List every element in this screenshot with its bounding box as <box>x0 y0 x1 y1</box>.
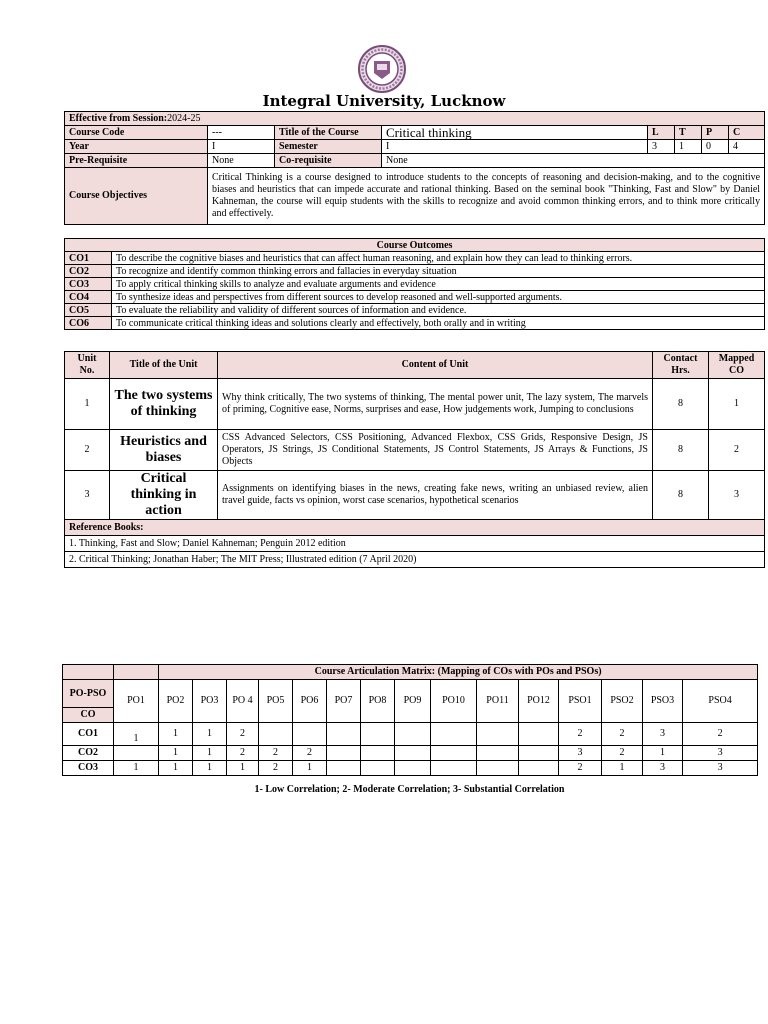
course-outcome-code: CO4 <box>65 291 112 304</box>
reference-books-label: Reference Books: <box>65 520 765 536</box>
articulation-matrix-table <box>62 664 758 776</box>
ltpc-header-p: P <box>702 126 729 140</box>
matrix-cell <box>361 723 395 746</box>
matrix-cell: 2 <box>602 723 643 746</box>
matrix-cell: 2 <box>227 746 259 761</box>
matrix-column-header: PSO3 <box>643 680 683 723</box>
reference-book-item: 2. Critical Thinking; Jonathan Haber; The MIT Press; Illustrated edition (7 April 2020) <box>65 552 765 568</box>
course-outcome-row <box>65 291 765 304</box>
matrix-column-header: PSO2 <box>602 680 643 723</box>
matrix-cell: 1 <box>114 723 159 746</box>
matrix-corner-co: CO <box>63 708 114 723</box>
unit-title: The two systems of thinking <box>110 379 218 430</box>
year-value: I <box>208 140 275 154</box>
matrix-cell: 2 <box>227 723 259 746</box>
unit-row <box>65 379 765 430</box>
course-code-label: Course Code <box>65 126 208 140</box>
course-outcome-text: To describe the cognitive biases and heuristics that can affect human reasoning, and explain how they can lead to thinking errors. <box>112 252 765 265</box>
unit-title-header: Title of the Unit <box>110 352 218 379</box>
course-outcome-text: To communicate critical thinking ideas and solutions clearly and effectively, both orally and in writing <box>112 317 765 330</box>
unit-no: 2 <box>65 430 110 471</box>
prerequisite-label: Pre-Requisite <box>65 154 208 168</box>
matrix-column-header: PSO1 <box>559 680 602 723</box>
reference-book-item: 1. Thinking, Fast and Slow; Daniel Kahneman; Penguin 2012 edition <box>65 536 765 552</box>
course-outcome-row <box>65 317 765 330</box>
unit-hrs: 8 <box>653 379 709 430</box>
matrix-column-header: PO11 <box>477 680 519 723</box>
course-objectives-text: Critical Thinking is a course designed to introduce students to the concepts of reasoning and decision-making, and to the cognitive biases and heuristics that can impede accurate and rational thinking. Based on the seminal book "Thinking, Fast and Slow" by Daniel Kahneman, the course will equip students with the skills to recognize and avoid common thinking errors, and to think more critically and effectively. <box>208 168 765 225</box>
unit-title: Critical thinking in action <box>110 471 218 520</box>
ltpc-header-l: L <box>648 126 675 140</box>
matrix-blank-cell <box>114 665 159 680</box>
matrix-cell: 2 <box>602 746 643 761</box>
ltpc-header-t: T <box>675 126 702 140</box>
matrix-title: Course Articulation Matrix: (Mapping of COs with POs and PSOs) <box>159 665 758 680</box>
course-outcome-code: CO2 <box>65 265 112 278</box>
matrix-cell <box>519 723 559 746</box>
ltpc-value-p: 0 <box>702 140 729 154</box>
matrix-cell: 1 <box>114 761 159 776</box>
matrix-column-header: PO9 <box>395 680 431 723</box>
contact-hrs-header: Contact Hrs. <box>653 352 709 379</box>
matrix-cell: 1 <box>193 723 227 746</box>
matrix-cell: 2 <box>259 746 293 761</box>
matrix-cell: 3 <box>643 761 683 776</box>
course-outcomes-table <box>64 238 765 330</box>
course-outcomes-title: Course Outcomes <box>65 239 765 252</box>
course-outcome-text: To evaluate the reliability and validity of different sources of information and evidence. <box>112 304 765 317</box>
matrix-row <box>63 761 758 776</box>
matrix-cell <box>361 746 395 761</box>
matrix-cell <box>477 761 519 776</box>
unit-co: 1 <box>709 379 765 430</box>
matrix-corner-po-pso: PO-PSO <box>63 680 114 708</box>
matrix-cell: 2 <box>559 761 602 776</box>
matrix-row-co: CO2 <box>63 746 114 761</box>
course-outcome-row <box>65 278 765 291</box>
matrix-corner-blank <box>63 665 114 680</box>
ltpc-value-l: 3 <box>648 140 675 154</box>
course-outcome-text: To recognize and identify common thinking errors and fallacies in everyday situation <box>112 265 765 278</box>
course-outcome-row <box>65 304 765 317</box>
matrix-cell <box>431 746 477 761</box>
course-outcome-code: CO6 <box>65 317 112 330</box>
matrix-cell: 1 <box>193 761 227 776</box>
matrix-row-co: CO3 <box>63 761 114 776</box>
matrix-cell: 3 <box>643 723 683 746</box>
prerequisite-value: None <box>208 154 275 168</box>
matrix-cell <box>431 761 477 776</box>
matrix-cell: 1 <box>227 761 259 776</box>
matrix-column-header: PO12 <box>519 680 559 723</box>
unit-hrs: 8 <box>653 471 709 520</box>
corequisite-value: None <box>382 154 765 168</box>
matrix-column-header: PO6 <box>293 680 327 723</box>
semester-value: I <box>382 140 648 154</box>
ltpc-value-c: 4 <box>729 140 765 154</box>
matrix-row <box>63 746 758 761</box>
unit-no: 3 <box>65 471 110 520</box>
course-outcome-row <box>65 265 765 278</box>
matrix-cell <box>395 723 431 746</box>
course-outcome-code: CO5 <box>65 304 112 317</box>
matrix-cell <box>327 723 361 746</box>
course-outcome-text: To synthesize ideas and perspectives from different sources to develop reasoned and well-supported arguments. <box>112 291 765 304</box>
ltpc-header-c: C <box>729 126 765 140</box>
matrix-column-header: PO3 <box>193 680 227 723</box>
unit-no: 1 <box>65 379 110 430</box>
units-table <box>64 351 765 568</box>
matrix-cell <box>259 723 293 746</box>
matrix-column-header: PO10 <box>431 680 477 723</box>
matrix-column-header: PO7 <box>327 680 361 723</box>
matrix-cell: 1 <box>643 746 683 761</box>
ltpc-value-t: 1 <box>675 140 702 154</box>
matrix-column-header: PO2 <box>159 680 193 723</box>
matrix-cell <box>477 723 519 746</box>
matrix-column-header: PO1 <box>114 680 159 723</box>
course-title-label: Title of the Course <box>275 126 382 140</box>
course-objectives-label: Course Objectives <box>65 168 208 225</box>
matrix-cell: 3 <box>683 761 758 776</box>
matrix-cell: 2 <box>683 723 758 746</box>
matrix-cell <box>395 746 431 761</box>
matrix-cell <box>431 723 477 746</box>
matrix-cell: 3 <box>683 746 758 761</box>
unit-co: 2 <box>709 430 765 471</box>
matrix-cell <box>519 761 559 776</box>
course-outcome-code: CO1 <box>65 252 112 265</box>
matrix-cell: 2 <box>293 746 327 761</box>
matrix-row-co: CO1 <box>63 723 114 746</box>
course-title-value: Critical thinking <box>382 126 648 140</box>
university-name: Integral University, Lucknow <box>262 92 506 110</box>
mapped-co-header: Mapped CO <box>709 352 765 379</box>
matrix-cell: 1 <box>602 761 643 776</box>
course-info-table <box>64 111 765 225</box>
unit-content-header: Content of Unit <box>218 352 653 379</box>
course-outcome-text: To apply critical thinking skills to analyze and evaluate arguments and evidence <box>112 278 765 291</box>
matrix-column-header: PO 4 <box>227 680 259 723</box>
unit-row <box>65 471 765 520</box>
matrix-cell: 3 <box>559 746 602 761</box>
corequisite-label: Co-requisite <box>275 154 382 168</box>
unit-content: Assignments on identifying biases in the news, creating fake news, writing an unbiased review, alien travel guide, facts vs opinion, worst case scenarios, hypothetical scenarios <box>218 471 653 520</box>
course-code-value: --- <box>208 126 275 140</box>
matrix-column-header: PO5 <box>259 680 293 723</box>
matrix-cell: 2 <box>259 761 293 776</box>
course-outcome-code: CO3 <box>65 278 112 291</box>
matrix-cell <box>361 761 395 776</box>
session-row: Effective from Session:2024-25 <box>65 112 765 126</box>
unit-row <box>65 430 765 471</box>
matrix-cell <box>327 761 361 776</box>
matrix-cell <box>395 761 431 776</box>
matrix-row <box>63 723 758 746</box>
matrix-cell <box>519 746 559 761</box>
matrix-column-header: PSO4 <box>683 680 758 723</box>
matrix-cell: 2 <box>559 723 602 746</box>
matrix-cell: 1 <box>159 723 193 746</box>
matrix-cell <box>114 746 159 761</box>
matrix-cell: 1 <box>159 746 193 761</box>
matrix-cell: 1 <box>293 761 327 776</box>
year-label: Year <box>65 140 208 154</box>
unit-content: CSS Advanced Selectors, CSS Positioning, Advanced Flexbox, CSS Grids, Responsive Design, JS Operators, JS Strings, JS Conditional Statements, JS Control Statements, JS Arrays & Functions, JS Objects <box>218 430 653 471</box>
matrix-cell: 1 <box>159 761 193 776</box>
matrix-cell <box>327 746 361 761</box>
matrix-cell <box>293 723 327 746</box>
unit-no-header: Unit No. <box>65 352 110 379</box>
unit-hrs: 8 <box>653 430 709 471</box>
unit-content: Why think critically, The two systems of thinking, The mental power unit, The lazy system, The marvels of priming, Cognitive ease, Norms, surprises and ease, How judgements work, Jumping to conclusions <box>218 379 653 430</box>
matrix-column-header: PO8 <box>361 680 395 723</box>
matrix-cell: 1 <box>193 746 227 761</box>
unit-co: 3 <box>709 471 765 520</box>
matrix-cell <box>477 746 519 761</box>
semester-label: Semester <box>275 140 382 154</box>
correlation-legend: 1- Low Correlation; 2- Moderate Correlation; 3- Substantial Correlation <box>254 784 565 795</box>
unit-title: Heuristics and biases <box>110 430 218 471</box>
course-outcome-row <box>65 252 765 265</box>
university-seal-icon <box>357 44 407 94</box>
